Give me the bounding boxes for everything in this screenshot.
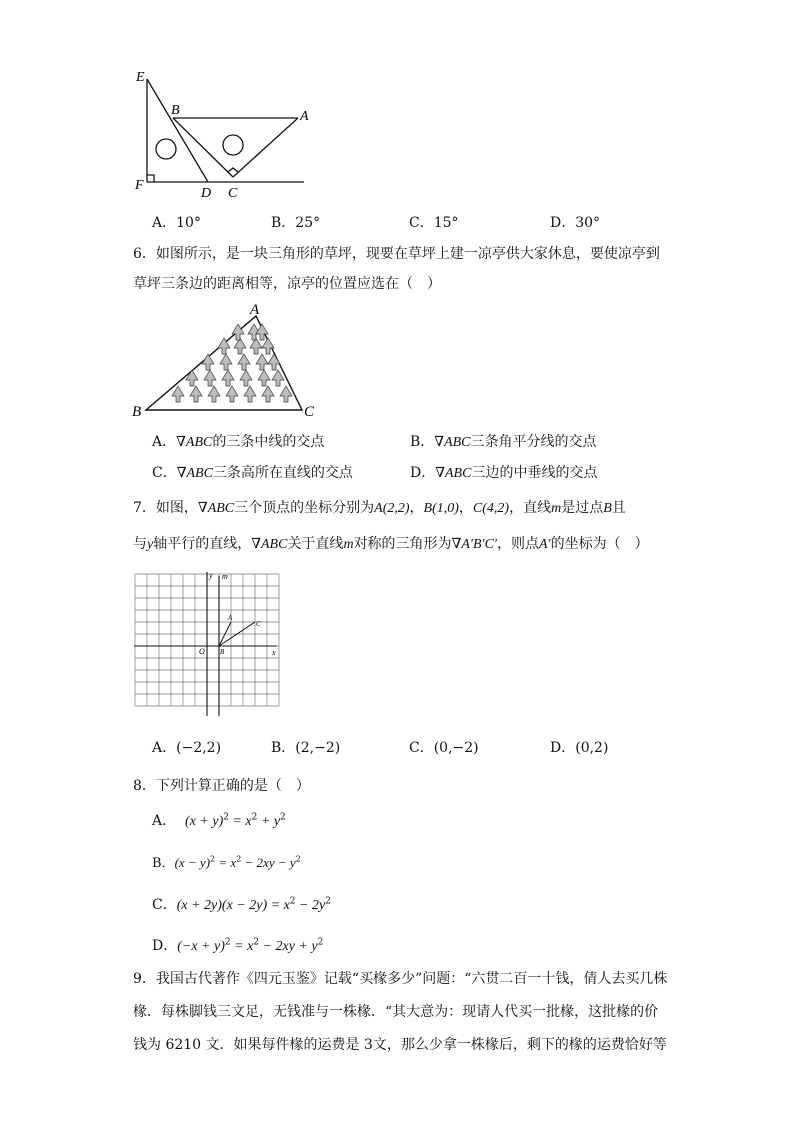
q6-option-c[interactable]: C．∇ABC三条高所在直线的交点: [152, 465, 353, 481]
tree-icon: [256, 354, 268, 370]
q6-option-a[interactable]: A．∇ABC的三条中线的交点: [152, 434, 325, 450]
circle-right: [223, 135, 243, 155]
q8-option-c[interactable]: C．$(x + 2y)(x - 2y) = x^2 - 2y^2$: [152, 896, 331, 913]
q6-stem-line2: 草坪三条边的距离相等，凉亭的位置应选在（ ）: [133, 276, 441, 292]
tree-icon: [240, 370, 252, 386]
label-d: D: [201, 186, 212, 201]
q5-option-b[interactable]: B．25°: [271, 215, 321, 231]
tree-icon: [222, 370, 234, 386]
line-ed: [147, 79, 208, 182]
q5-figure: [130, 64, 310, 202]
tree-icon: [262, 338, 274, 354]
tree-icon: [232, 324, 244, 340]
q7-option-b[interactable]: B．(2,−2): [271, 740, 341, 756]
tree-icon: [258, 370, 270, 386]
right-angle-c: [228, 168, 238, 172]
q6-lawn-figure: [130, 302, 320, 418]
q6-stem-line1: 6．如图所示，是一块三角形的草坪，现要在草坪上建一凉亭供大家休息，要使凉亭到: [133, 246, 660, 262]
tree-icon: [272, 370, 284, 386]
q7-option-a[interactable]: A．(−2,2): [152, 740, 222, 756]
tree-icon: [280, 386, 292, 402]
grid-label-x: x: [272, 648, 276, 657]
q7-stem-line2: 与y轴平行的直线，∇ABC关于直线m对称的三角形为∇A′B′C′，则点A′的坐标为（ ）: [133, 536, 649, 552]
tree-icon: [202, 354, 214, 370]
grid-label-a: A: [228, 614, 233, 622]
tree-icon: [250, 338, 262, 354]
q9-stem-line1: 9．我国古代著作《四元玉鉴》记载“买椽多少”问题：“六贯二百一十钱，倩人去买几株: [133, 971, 668, 987]
tree-icon: [238, 354, 250, 370]
grid-label-o: O: [199, 647, 205, 656]
q6-option-b[interactable]: B．∇ABC三条角平分线的交点: [410, 434, 597, 450]
label-a: A: [300, 109, 309, 124]
q8-option-d[interactable]: D．$(-x + y)^2 = x^2 - 2xy + y^2$: [152, 937, 324, 954]
q9-stem-line2: 椽．每株脚钱三文足，无钱准与一株椽．“其大意为：现请人代买一批椽，这批椽的价: [133, 1004, 659, 1020]
q9-stem-line3: 钱为 6210 文．如果每件椽的运费是 3文，那么少拿一株椽后，剩下的椽的运费恰好等: [133, 1037, 667, 1053]
tree-icon: [204, 370, 216, 386]
label-b: B: [132, 404, 142, 418]
q7-stem-line1: 7．如图，∇ABC三个顶点的坐标分别为A(2,2)，B(1,0)，C(4,2)，直线m是过点B且: [133, 500, 626, 516]
line-bc: [173, 118, 233, 177]
label-a: A: [250, 302, 260, 318]
label-e: E: [136, 70, 145, 85]
tree-icon: [268, 354, 280, 370]
q5-option-c[interactable]: C．15°: [409, 215, 459, 231]
tree-icon: [190, 386, 202, 402]
tree-icon: [226, 386, 238, 402]
grid-label-y: y: [209, 571, 213, 580]
q8-option-b[interactable]: B．$(x - y)^2 = x^2 - 2xy - y^2$: [152, 854, 301, 871]
tree-icon: [244, 386, 256, 402]
tree-icon: [220, 354, 232, 370]
q8-option-a[interactable]: A． $(x + y)^2 = x^2 + y^2$: [152, 812, 286, 829]
label-c: C: [304, 404, 315, 418]
label-f: F: [135, 178, 144, 193]
tree-icon: [262, 386, 274, 402]
label-b: B: [171, 103, 180, 118]
grid-label-m: m: [222, 572, 228, 581]
q5-option-d[interactable]: D．30°: [550, 215, 601, 231]
q7-option-d[interactable]: D．(0,2): [550, 740, 609, 756]
q7-coordinate-grid: [132, 568, 282, 720]
q6-option-d[interactable]: D．∇ABC三边的中垂线的交点: [410, 465, 598, 481]
label-c: C: [228, 186, 238, 201]
grid-label-c: C: [256, 620, 261, 628]
q5-option-a[interactable]: A．10°: [152, 215, 201, 231]
right-angle-f: [147, 175, 154, 182]
tree-icon: [186, 370, 198, 386]
tree-icon: [208, 386, 220, 402]
grid-label-b: B: [220, 648, 225, 656]
tree-icon: [234, 338, 246, 354]
circle-left: [156, 139, 176, 159]
tree-icon: [172, 386, 184, 402]
q7-option-c[interactable]: C．(0,−2): [409, 740, 479, 756]
q8-stem: 8．下列计算正确的是（ ）: [133, 778, 310, 794]
